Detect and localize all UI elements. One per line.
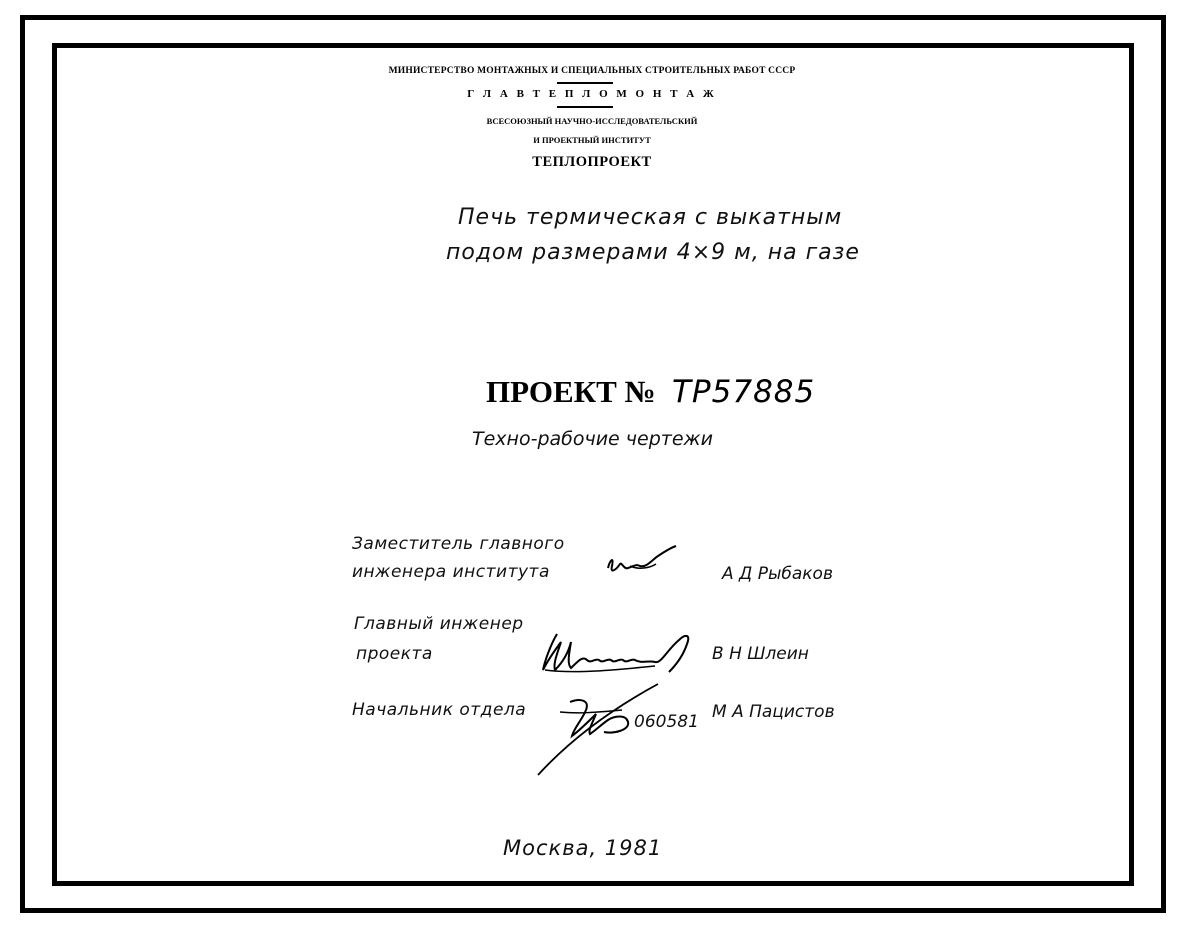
department-name: Г Л А В Т Е П Л О М О Н Т А Ж	[467, 88, 717, 100]
project-label: ПРОЕКТ №	[486, 374, 656, 409]
signing-date: 060581	[634, 712, 699, 732]
subject-line-1: Печь термическая с выкатным	[458, 205, 843, 230]
signer-3-name: М А Пацистов	[712, 702, 835, 722]
signer-2-name: В Н Шлеин	[712, 644, 809, 664]
signer-3-role: Начальник отдела	[352, 700, 527, 720]
signer-2-role-line-1: Главный инженер	[354, 614, 524, 634]
signer-1-role-line-1: Заместитель главного	[352, 534, 565, 554]
institute-name: ТЕПЛОПРОЕКТ	[532, 154, 652, 170]
signer-2-role-line-2: проекта	[356, 644, 433, 664]
divider-line	[557, 82, 613, 84]
ministry-name: МИНИСТЕРСТВО МОНТАЖНЫХ И СПЕЦИАЛЬНЫХ СТРОИТЕЛЬНЫХ РАБОТ СССР	[388, 66, 796, 76]
signer-1-role-line-2: инженера института	[352, 562, 550, 582]
institute-line-1: ВСЕСОЮЗНЫЙ НАУЧНО-ИССЛЕДОВАТЕЛЬСКИЙ	[486, 116, 698, 126]
signature-2	[535, 620, 715, 680]
institute-line-2: И ПРОЕКТНЫЙ ИНСТИТУТ	[533, 135, 651, 145]
project-number: ТР57885	[672, 374, 816, 410]
place-and-year: Москва, 1981	[503, 836, 663, 860]
signature-1	[600, 540, 690, 585]
document-type: Техно-рабочие чертежи	[472, 428, 713, 450]
divider-line	[557, 106, 613, 108]
subject-line-2: подом размерами 4×9 м, на газе	[446, 240, 860, 265]
signer-1-name: А Д Рыбаков	[722, 564, 833, 584]
